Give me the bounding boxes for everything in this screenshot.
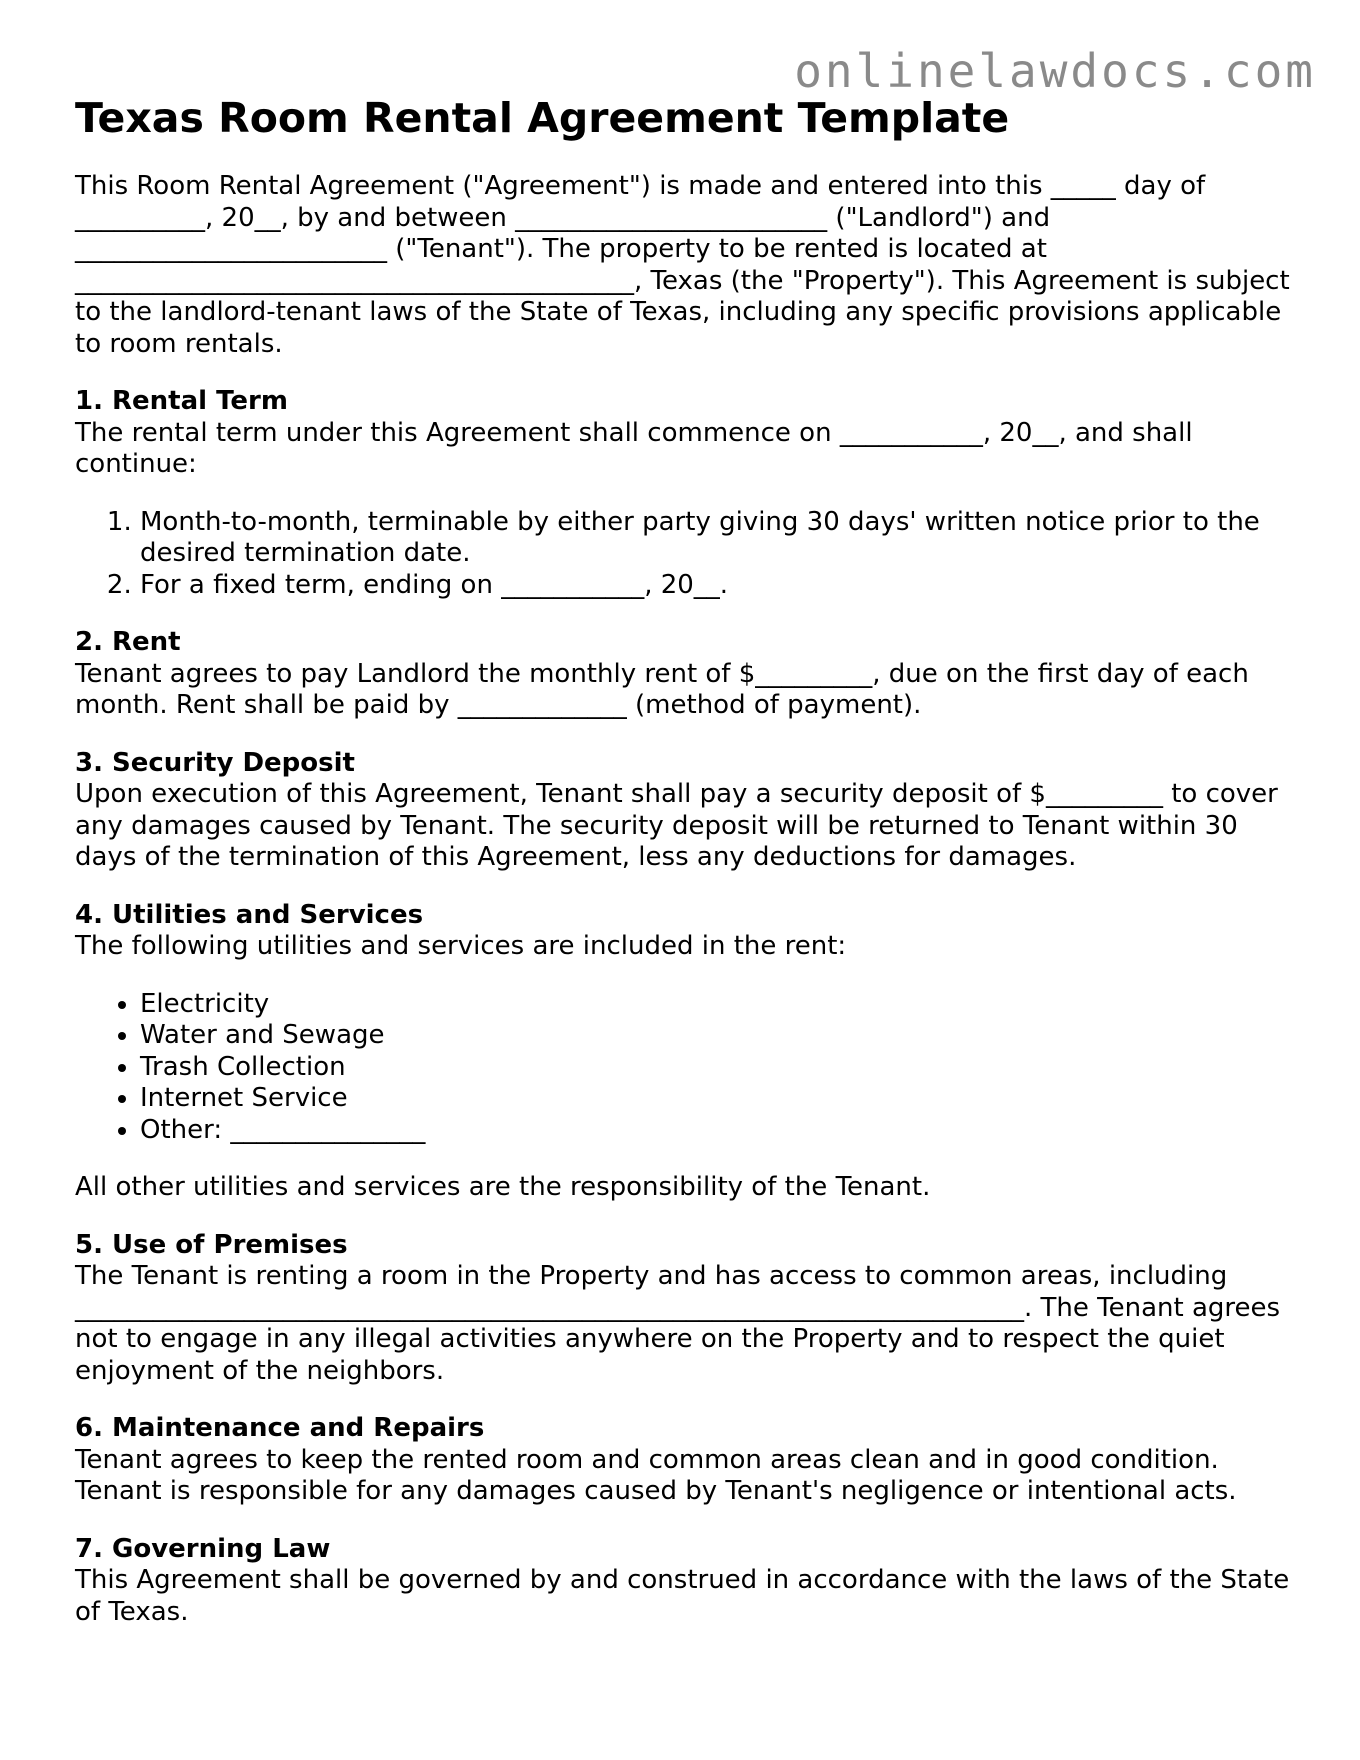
section-text: This Agreement shall be governed by and construed in accordance with the laws of the State of Texas. <box>75 1565 1290 1627</box>
document-body <box>75 171 1295 1628</box>
list-item: • Trash Collection <box>140 1052 1295 1084</box>
section-use-of-premises <box>75 1230 1295 1388</box>
section-heading: 4. Utilities and Services <box>75 899 424 930</box>
section-security-deposit <box>75 748 1295 874</box>
section-governing-law <box>75 1534 1295 1629</box>
section-heading: 6. Maintenance and Repairs <box>75 1413 485 1443</box>
section-text: The following utilities and services are included in the rent: <box>75 931 847 961</box>
list-item: 2. For a fixed term, ending on ___________, 20__. <box>140 570 1295 602</box>
section-heading: 3. Security Deposit <box>75 747 355 778</box>
site-watermark: onlinelawdocs.com <box>794 44 1316 98</box>
section-heading: 5. Use of Premises <box>75 1229 348 1260</box>
section-text: Upon execution of this Agreement, Tenant shall pay a security deposit of $_________ to cover any damages caused by Tenant. The security deposit will be returned to Tenant within 30 days of the termination of this Agreement, less any deductions for damages. <box>75 779 1278 872</box>
section-text: Tenant agrees to keep the rented room and common areas clean and in good condition. Tenant is responsible for any damages caused by Tenant's negligence or intentional acts. <box>75 1444 1237 1506</box>
list-item: • Water and Sewage <box>140 1020 1295 1052</box>
list-item: • Other: _______________ <box>140 1115 1295 1147</box>
section-closing-text: All other utilities and services are the responsibility of the Tenant. <box>75 1172 931 1202</box>
section-heading: 1. Rental Term <box>75 386 288 416</box>
section-heading: 7. Governing Law <box>75 1533 331 1564</box>
list-item: • Internet Service <box>140 1083 1295 1115</box>
section-utilities <box>75 900 1295 1204</box>
section-rent <box>75 627 1295 722</box>
section-maintenance <box>75 1413 1295 1508</box>
list-item: • Electricity <box>140 989 1295 1021</box>
utilities-list <box>75 989 1295 1147</box>
list-item: 1. Month-to-month, terminable by either party giving 30 days' written notice prior to the desired termination date. <box>140 507 1295 570</box>
section-text: The rental term under this Agreement shall commence on ___________, 20__, and shall continue: <box>75 417 1193 479</box>
section-rental-term <box>75 386 1295 601</box>
section-text: The Tenant is renting a room in the Property and has access to common areas, including _________________________________________________________________________. The Tenant agrees not to engage in any illegal activities anywhere on the Property and to respect the quiet enjoyment of the neighbors. <box>75 1261 1281 1386</box>
section-text: Tenant agrees to pay Landlord the monthly rent of $_________, due on the first day of each month. Rent shall be paid by _____________ (method of payment). <box>75 658 1249 720</box>
page-title: Texas Room Rental Agreement Template <box>75 94 1010 142</box>
intro-paragraph: This Room Rental Agreement ("Agreement") is made and entered into this _____ day of __________, 20__, by and between ________________________ ("Landlord") and ________________________ ("Tenant"). The property to be rented is located at ___________________________________________, Texas (the "Property"). This Agreement is subject to the landlord-tenant laws of the State of Texas, including any specific provisions applicable to room rentals. <box>75 171 1290 359</box>
rental-term-options <box>75 507 1295 602</box>
section-heading: 2. Rent <box>75 627 181 657</box>
